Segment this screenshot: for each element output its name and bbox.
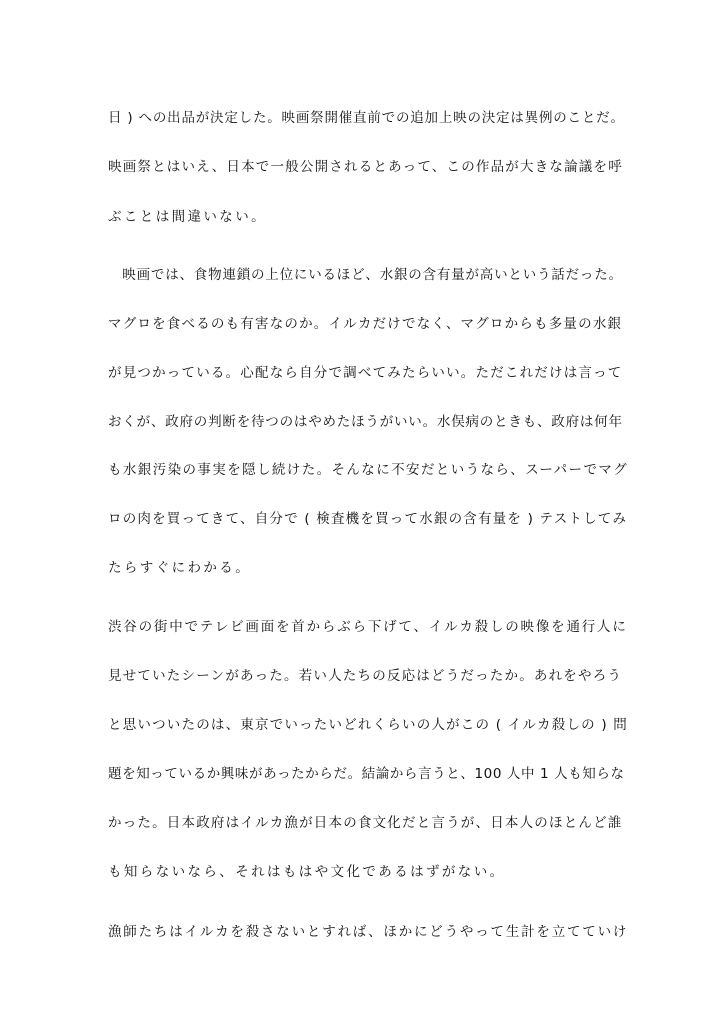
text-line: かった。日本政府はイルカ漁が日本の食文化だと言うが、日本人のほとんど誰 [108, 815, 623, 831]
text-line: マグロを食べるのも有害なのか。イルカだけでなく、マグロからも多量の水銀 [108, 316, 623, 332]
text-line: 映画では、食物連鎖の上位にいるほど、水銀の含有量が高いという話だった。 [108, 267, 623, 283]
text-line: 見せていたシーンがあった。若い人たちの反応はどうだったか。あれをやろう [108, 668, 623, 684]
text-line: ぶことは間違いない。 [108, 209, 267, 225]
text-line: 題を知っているか興味があったからだ。結論から言うと、100 人中 1 人も知らな [108, 766, 625, 782]
text-line: も知らないなら、それはもはや文化であるはずがない。 [108, 864, 506, 880]
text-line: 漁師たちはイルカを殺さないとすれば、ほかにどうやって生計を立てていけ [108, 924, 629, 940]
text-line: おくが、政府の判断を待つのはやめたほうがいい。水俣病のときも、政府は何年 [108, 414, 623, 430]
text-line: が見つかっている。心配なら自分で調べてみたらいい。ただこれだけは言って [108, 365, 623, 381]
text-line: 日 ) への出品が決定した。映画祭開催直前での追加上映の決定は異例のことだ。 [108, 110, 625, 126]
text-line: と思いついたのは、東京でいったいどれくらいの人がこの ( イルカ殺しの ) 問 [108, 717, 628, 733]
text-line: も水銀汚染の事実を隠し続けた。そんなに不安だというなら、スーパーでマグ [108, 462, 629, 478]
text-line: たらすぐにわかる。 [108, 560, 252, 576]
text-line: ロの肉を買ってきて、自分で ( 検査機を買って水銀の含有量を ) テストしてみ [108, 511, 628, 527]
text-line: 渋谷の街中でテレビ画面を首からぶら下げて、イルカ殺しの映像を通行人に [108, 619, 628, 635]
text-line: 映画祭とはいえ、日本で一般公開されるとあって、この作品が大きな論議を呼 [108, 159, 623, 175]
